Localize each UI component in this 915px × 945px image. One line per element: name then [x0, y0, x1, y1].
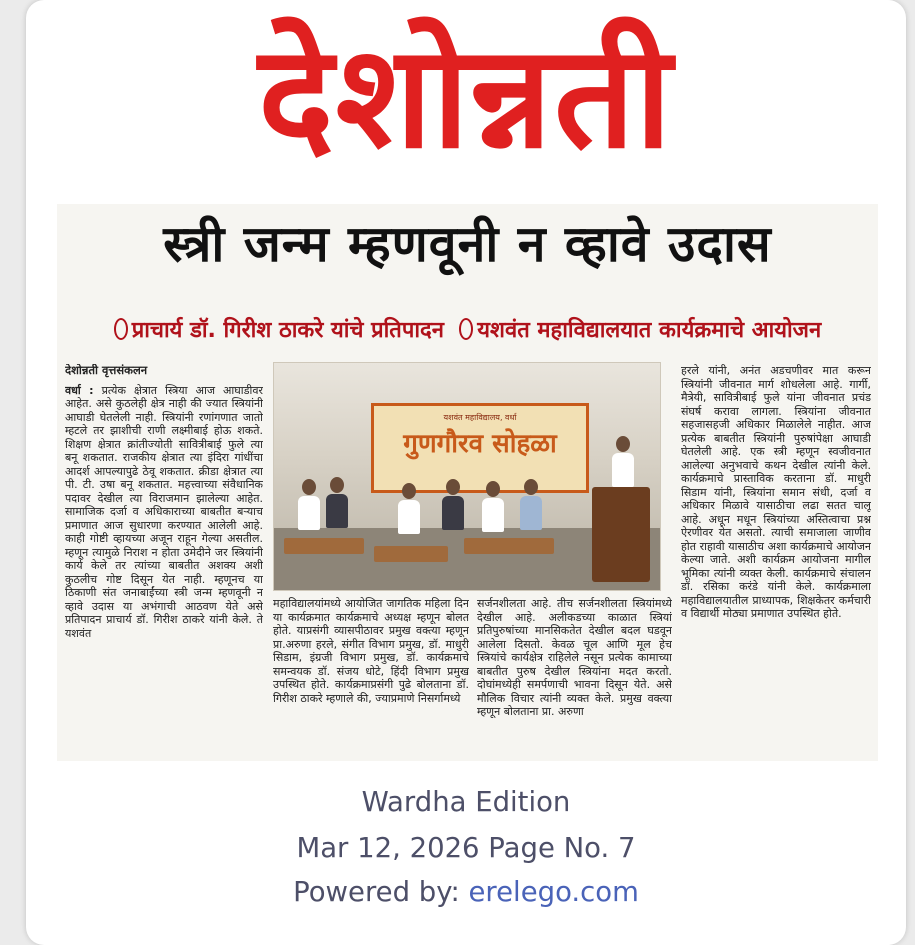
column-1-text: [65, 384, 263, 641]
speaker-podium: [592, 487, 650, 582]
banner-college-name: यशवंत महाविद्यालय, वर्धा: [443, 413, 517, 422]
article-byline: देशोन्नती वृत्तसंकलन: [65, 364, 148, 377]
column-4-text: हरले यांनी, अनंत अडचणीवर मात करून स्त्रियांनी जीवनात मार्ग शोधलेला आहे. गार्गी, मैत्रेयी, सावित्रीबाई फुले यांना जीवनात प्रचंड संघर्ष करावा लागला. स्त्रियांना जीवनात सहजासहजी अधिकार मिळालेले नाहीत. आज प्रत्येक बाबतीत स्त्रियांनी पुरुषांपेक्षा आघाडी घेतलेली आहे. एक स्त्री म्हणून स्वजीवनात आलेल्या अनुभवाचे कथन देखील त्यांनी केले. कार्यक्रमाचे प्रास्ताविक करताना डॉ. माधुरी सिडाम यांनी, स्त्रियांना समान संधी, दर्जा व अधिकार मिळावे यासाठीचा लढा सतत चालू आहे. अधून मधून स्त्रियांच्या अस्तित्वाचा प्रश्न ऐरणीवर येत असतो. त्याची समाजाला जाणीव होत राहावी यासाठीच अशा कार्यक्रमाचे आयोजन केल्या जाते. अशी कार्यक्रम आयोजना मागील भूमिका त्यांनी व्यक्त केली. कार्यक्रमाचे संचालन डॉ. रसिका करंडे यांनी केले. कार्यक्रमाला महाविद्यालयातील प्राध्यापक, शिक्षकेतर कर्मचारी व विद्यार्थी मोठ्या प्रमाणात उपस्थित होते.: [681, 364, 871, 620]
article-column-3: [477, 597, 672, 757]
newspaper-masthead: देशोन्नती: [258, 15, 674, 180]
guest-figure: [482, 481, 504, 532]
column-3-text: सर्जनशीलता आहे. तीच सर्जनशीलता स्त्रियांमध्ये देखील आहे. अलीकडच्या काळात स्त्रियां प्रतिपुरुषांच्या मानसिकतेत देखील बदल घडवून आलेला दिसतो. केवळ चूल आणि मूल हेच स्त्रियांचे कार्यक्षेत्र राहिलेले नसून प्रत्येक कामाच्या बाबतीत पुरुष देखील स्त्रियांना मदत करतो. दोघांमध्येही समर्पणाची भावना दिसून येते. असे मौलिक विचार त्यांनी व्यक्त केले. प्रमुख वक्त्या म्हणून बोलताना प्रा. अरुणा: [477, 597, 672, 718]
epaper-card: [26, 0, 906, 945]
column-1-body: प्रत्येक क्षेत्रात स्त्रिया आज आघाडीवर आहेत. असे कुठलेही क्षेत्र नाही की ज्यात स्त्रियांनी आघाडी घेतलेली नाही. स्त्रियांनी रणांगणात जातो म्हटले तर झाशीची राणी लक्ष्मीबाई होऊ शकते. शिक्षण क्षेत्रात क्रांतीज्योती सावित्रीबाई फुले त्या बनू शकतात. राजकीय क्षेत्रात त्या इंदिरा गांधींचा आदर्श आपल्यापुढे ठेवू शकतात. क्रीडा क्षेत्रात त्या पी. टी. उषा बनू शकतात. महत्त्वाच्या संवैधानिक पदावर देखील त्या विराजमान झालेल्या आहेत. सामाजिक दर्जा व अधिकाराच्या बाबतीत बऱ्याच प्रमाणात आज सुधारणा करण्यात आलेली आहे. काही गोष्टी व्हायच्या अजून राहून गेल्या असतील. म्हणून त्यामुळे निराश न होता उमेदीने जर स्त्रियांनी कार्य केले तर त्यांच्या बाबतीत अशक्य अशी कुठलीच गोष्ट दिसून येत नाही. म्हणूनच या ठिकाणी संत जनाबाईंच्या स्त्री जन्म म्हणवूनी न व्हावे उदास या अभंगाची आठवण येते असे प्रतिपादन प्राचार्य डॉ. गिरीश ठाकरे यांनी केले. ते यशवंत: [65, 383, 263, 640]
speaker-figure: [612, 436, 634, 487]
guest-figure: [520, 479, 542, 530]
subhead-2: यशवंत महाविद्यालयात कार्यक्रमाचे आयोजन: [477, 318, 822, 343]
edition-date-page: Mar 12, 2026 Page No. 7: [296, 832, 636, 864]
guest-figure: [326, 477, 348, 528]
powered-by-label: Powered by:: [293, 876, 460, 908]
stage-table: [284, 538, 364, 554]
news-clipping[interactable]: [57, 204, 878, 761]
bullet-icon: [459, 318, 473, 340]
article-subheads: [57, 316, 878, 346]
event-banner: [371, 403, 589, 493]
dateline: वर्धा :: [65, 383, 94, 397]
edition-name: Wardha Edition: [361, 786, 571, 818]
stage-table: [464, 538, 554, 554]
guest-figure: [398, 483, 420, 534]
event-photo: [273, 362, 661, 591]
guest-figure: [442, 479, 464, 530]
column-2-text: महाविद्यालयांमध्ये आयोजित जागतिक महिला दिन या कार्यक्रमात कार्यक्रमाचे अध्यक्ष म्हणून बोलत होते. याप्रसंगी व्यासपीठावर प्रमुख वक्त्या म्हणून प्रा.अरुणा हरले, संगीत विभाग प्रमुख, डॉ. माधुरी सिडाम, इंग्रजी विभाग प्रमुख, डॉ. कार्यक्रमाचे समन्वयक डॉ. संजय धोटे, हिंदी विभाग प्रमुख उपस्थित होते. कार्यक्रमाप्रसंगी पुढे बोलताना डॉ. गिरीश ठाकरे म्हणाले की, ज्याप्रमाणे निसर्गामध्ये: [273, 597, 469, 705]
guest-figure: [298, 479, 320, 530]
subhead-1: प्राचार्य डॉ. गिरीश ठाकरे यांचे प्रतिपादन: [131, 318, 444, 343]
banner-title: गुणगौरव सोहळा: [403, 429, 557, 459]
article-column-1: [65, 364, 263, 759]
article-column-4: [681, 364, 871, 759]
powered-by: [26, 870, 906, 914]
article-column-2: [273, 597, 469, 757]
erelego-link[interactable]: erelego.com: [468, 876, 639, 908]
bullet-icon: [114, 318, 128, 340]
article-headline: स्त्री जन्म म्हणवूनी न व्हावे उदास: [163, 215, 772, 273]
stage-table: [374, 546, 448, 562]
